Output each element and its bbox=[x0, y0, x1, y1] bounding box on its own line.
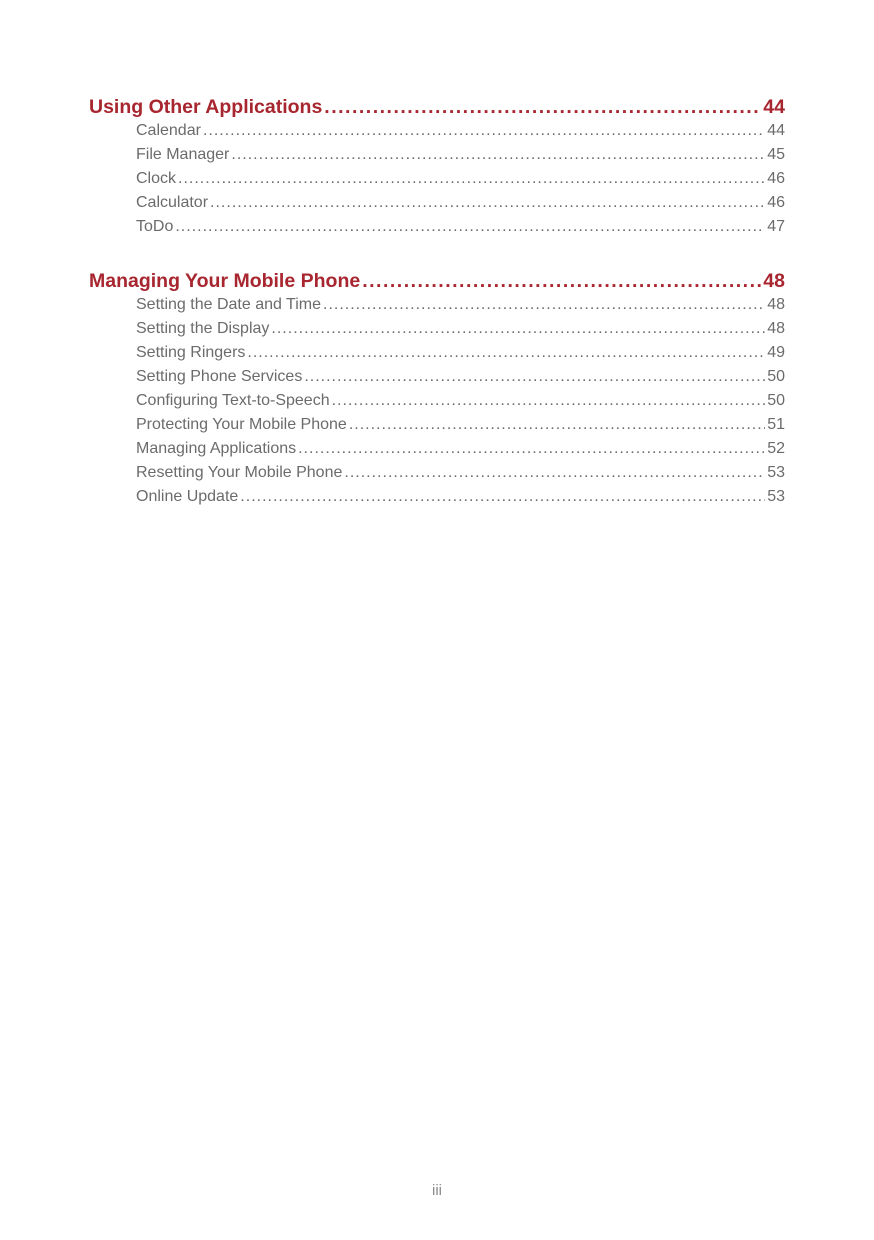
entry-label: Calendar bbox=[136, 122, 201, 139]
entry-page-number: 47 bbox=[767, 218, 785, 235]
dot-leader bbox=[271, 320, 765, 338]
toc-entry-clock[interactable] bbox=[136, 170, 785, 194]
toc-entry-managing-applications[interactable] bbox=[136, 440, 785, 464]
dot-leader bbox=[210, 194, 765, 212]
toc-entry-todo[interactable] bbox=[136, 218, 785, 242]
toc-entry-calendar[interactable] bbox=[136, 122, 785, 146]
entry-label: Setting the Display bbox=[136, 320, 270, 337]
section-title-label: Managing Your Mobile Phone bbox=[89, 270, 361, 292]
entry-label: Setting Ringers bbox=[136, 344, 246, 361]
entry-page-number: 44 bbox=[767, 122, 785, 139]
dot-leader bbox=[298, 440, 765, 458]
toc-entry-setting-display[interactable] bbox=[136, 320, 785, 344]
toc-entry-file-manager[interactable] bbox=[136, 146, 785, 170]
entry-page-number: 50 bbox=[767, 392, 785, 409]
section-page-number: 44 bbox=[763, 96, 785, 118]
entry-page-number: 52 bbox=[767, 440, 785, 457]
entry-page-number: 48 bbox=[767, 320, 785, 337]
toc-entry-setting-date-time[interactable] bbox=[136, 296, 785, 320]
dot-leader bbox=[349, 416, 765, 434]
entry-page-number: 46 bbox=[767, 194, 785, 211]
dot-leader bbox=[324, 96, 761, 119]
toc-entry-calculator[interactable] bbox=[136, 194, 785, 218]
table-of-contents bbox=[89, 96, 785, 540]
entry-label: Managing Applications bbox=[136, 440, 297, 457]
dot-leader bbox=[323, 296, 765, 314]
section-title-label: Using Other Applications bbox=[89, 96, 323, 118]
entry-label: Setting Phone Services bbox=[136, 368, 303, 385]
page-footer-number: iii bbox=[432, 1182, 442, 1199]
entry-label: Configuring Text-to-Speech bbox=[136, 392, 330, 409]
dot-leader bbox=[203, 122, 765, 140]
entry-page-number: 45 bbox=[767, 146, 785, 163]
toc-section-managing-your-mobile-phone bbox=[89, 270, 785, 512]
entry-label: Setting the Date and Time bbox=[136, 296, 321, 313]
entry-label: File Manager bbox=[136, 146, 230, 163]
dot-leader bbox=[362, 270, 761, 293]
toc-entry-protecting-phone[interactable] bbox=[136, 416, 785, 440]
entry-label: Calculator bbox=[136, 194, 209, 211]
entry-label: Clock bbox=[136, 170, 177, 187]
entry-page-number: 46 bbox=[767, 170, 785, 187]
entry-page-number: 48 bbox=[767, 296, 785, 313]
entry-page-number: 53 bbox=[767, 488, 785, 505]
entry-page-number: 50 bbox=[767, 368, 785, 385]
toc-section-using-other-applications bbox=[89, 96, 785, 242]
entry-label: Online Update bbox=[136, 488, 239, 505]
section-page-number: 48 bbox=[763, 270, 785, 292]
entry-label: Protecting Your Mobile Phone bbox=[136, 416, 347, 433]
toc-section-title[interactable] bbox=[89, 270, 785, 296]
toc-entry-setting-ringers[interactable] bbox=[136, 344, 785, 368]
entry-page-number: 53 bbox=[767, 464, 785, 481]
entry-label: ToDo bbox=[136, 218, 174, 235]
dot-leader bbox=[247, 344, 765, 362]
dot-leader bbox=[240, 488, 765, 506]
dot-leader bbox=[231, 146, 765, 164]
dot-leader bbox=[304, 368, 765, 386]
entry-label: Resetting Your Mobile Phone bbox=[136, 464, 343, 481]
dot-leader bbox=[344, 464, 765, 482]
toc-entry-configuring-tts[interactable] bbox=[136, 392, 785, 416]
toc-entry-setting-phone-services[interactable] bbox=[136, 368, 785, 392]
entry-page-number: 51 bbox=[767, 416, 785, 433]
toc-entry-resetting-phone[interactable] bbox=[136, 464, 785, 488]
dot-leader bbox=[332, 392, 766, 410]
entry-page-number: 49 bbox=[767, 344, 785, 361]
dot-leader bbox=[175, 218, 765, 236]
dot-leader bbox=[178, 170, 765, 188]
toc-section-title[interactable] bbox=[89, 96, 785, 122]
toc-entry-online-update[interactable] bbox=[136, 488, 785, 512]
